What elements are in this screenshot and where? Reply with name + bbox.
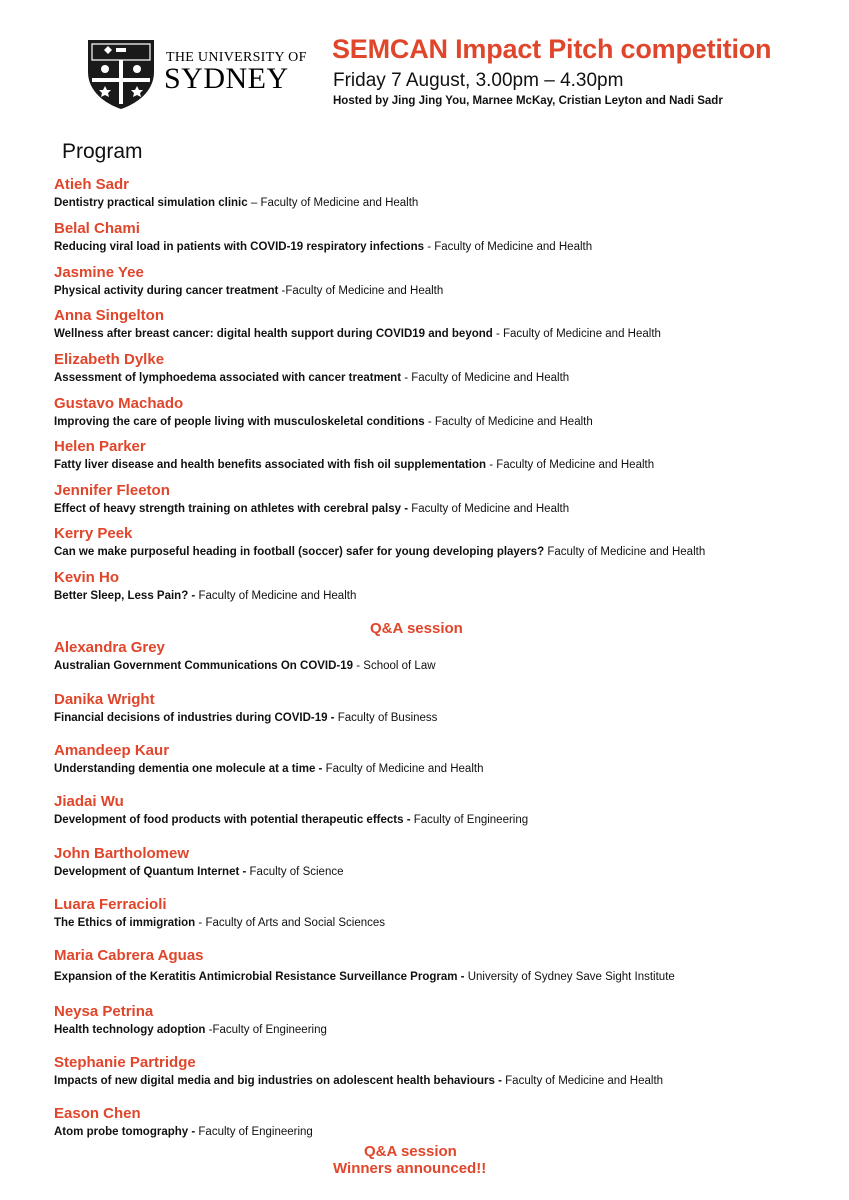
event-hosts: Hosted by Jing Jing You, Marnee McKay, Cristian Leyton and Nadi Sadr (333, 95, 723, 107)
pitch-topic: Impacts of new digital media and big industries on adolescent health behaviours - (54, 1075, 502, 1087)
logo-text-line2: SYDNEY (164, 62, 289, 95)
program-entry (54, 525, 834, 558)
entry-detail (54, 917, 834, 929)
faculty: - Faculty of Arts and Social Sciences (195, 917, 386, 929)
presenter-name: Anna Singelton (54, 307, 164, 324)
presenter-name: Elizabeth Dylke (54, 351, 165, 368)
faculty: - Faculty of Medicine and Health (424, 241, 593, 253)
presenter-name: Atieh Sadr (54, 176, 130, 193)
program-entry (54, 438, 834, 471)
pitch-topic: Physical activity during cancer treatment (54, 285, 279, 297)
faculty: -Faculty of Medicine and Health (278, 285, 444, 297)
faculty: - Faculty of Medicine and Health (424, 416, 593, 428)
faculty: - Faculty of Medicine and Health (492, 328, 661, 340)
program-entry (54, 742, 834, 775)
pitch-topic: Better Sleep, Less Pain? - (54, 590, 196, 602)
entry-detail (54, 416, 834, 428)
faculty: Faculty of Medicine and Health (322, 763, 484, 775)
pitch-topic: Understanding dementia one molecule at a time - (54, 763, 323, 775)
pitch-topic: Effect of heavy strength training on athletes with cerebral palsy - (54, 503, 409, 515)
entry-detail (54, 866, 834, 878)
program-entry (54, 793, 834, 826)
pitch-topic: Development of Quantum Internet - (54, 866, 247, 878)
university-logo (86, 38, 307, 110)
program-heading: Program (62, 140, 143, 163)
faculty: Faculty of Engineering (410, 814, 529, 826)
program-entry (54, 482, 834, 515)
qa-session-label: Q&A session (370, 620, 463, 637)
program-entry (54, 1105, 834, 1138)
page-title: SEMCAN Impact Pitch competition (332, 34, 772, 64)
presenter-name: Kevin Ho (54, 569, 120, 586)
program-entry (54, 1054, 834, 1087)
pitch-topic: Health technology adoption (54, 1024, 206, 1036)
pitch-topic: Australian Government Communications On COVID-19 (54, 660, 354, 672)
entry-detail (54, 459, 834, 471)
program-entry (54, 176, 834, 209)
winners-announcement: Winners announced!! (333, 1160, 487, 1177)
entry-detail (54, 712, 834, 724)
presenter-name: Alexandra Grey (54, 639, 165, 656)
entry-detail (54, 660, 834, 672)
entry-detail (54, 328, 834, 340)
entry-detail (54, 971, 834, 983)
event-date: Friday 7 August, 3.00pm – 4.30pm (333, 70, 624, 91)
program-entry (54, 569, 834, 602)
program-entry (54, 947, 834, 983)
pitch-topic: Assessment of lymphoedema associated with cancer treatment (54, 372, 402, 384)
faculty: - School of Law (353, 660, 436, 672)
faculty: Faculty of Business (334, 712, 438, 724)
pitch-topic: Dentistry practical simulation clinic (54, 197, 248, 209)
program-entry (54, 639, 834, 672)
pitch-topic: Development of food products with potential therapeutic effects - (54, 814, 411, 826)
program-entry (54, 307, 834, 340)
faculty: Faculty of Medicine and Health (195, 590, 357, 602)
entry-detail (54, 1126, 834, 1138)
presenter-name: Neysa Petrina (54, 1003, 154, 1020)
presenter-name: Kerry Peek (54, 525, 133, 542)
entry-detail (54, 503, 834, 515)
presenter-name: Luara Ferracioli (54, 896, 167, 913)
faculty: -Faculty of Engineering (205, 1024, 327, 1036)
presenter-name: Belal Chami (54, 220, 140, 237)
presenter-name: Maria Cabrera Aguas (54, 947, 204, 964)
presenter-name: Gustavo Machado (54, 395, 184, 412)
entry-detail (54, 372, 834, 384)
pitch-topic: Fatty liver disease and health benefits associated with fish oil supplementation (54, 459, 486, 471)
pitch-topic: Expansion of the Keratitis Antimicrobial Resistance Surveillance Program - (54, 971, 465, 983)
entry-detail (54, 1024, 834, 1036)
program-entry (54, 896, 834, 929)
presenter-name: Helen Parker (54, 438, 146, 455)
pitch-topic: The Ethics of immigration (54, 917, 196, 929)
pitch-topic: Can we make purposeful heading in football (soccer) safer for young developing players? (54, 546, 545, 558)
program-entry (54, 395, 834, 428)
logo-text-line1: THE UNIVERSITY OF (166, 50, 307, 65)
university-crest-icon (86, 38, 156, 110)
faculty: Faculty of Medicine and Health (544, 546, 706, 558)
entry-detail (54, 285, 834, 297)
entry-detail (54, 1075, 834, 1087)
program-entry (54, 264, 834, 297)
faculty: Faculty of Medicine and Health (501, 1075, 664, 1087)
presenter-name: Danika Wright (54, 691, 155, 708)
entry-detail (54, 590, 834, 602)
entry-detail (54, 546, 834, 558)
entry-detail (54, 814, 834, 826)
pitch-topic: Atom probe tomography - (54, 1126, 196, 1138)
program-entry (54, 1003, 834, 1036)
program-entry (54, 351, 834, 384)
pitch-topic: Improving the care of people living with musculoskeletal conditions (54, 416, 425, 428)
faculty: Faculty of Engineering (195, 1126, 313, 1138)
faculty: Faculty of Science (246, 866, 344, 878)
entry-detail (54, 241, 834, 253)
pitch-topic: Financial decisions of industries during COVID-19 - (54, 712, 335, 724)
presenter-name: Jiadai Wu (54, 793, 124, 810)
program-entry (54, 220, 834, 253)
presenter-name: Jasmine Yee (54, 264, 144, 281)
presenter-name: Eason Chen (54, 1105, 141, 1122)
program-entry (54, 845, 834, 878)
faculty: University of Sydney Save Sight Institute (464, 971, 675, 983)
qa-session-label: Q&A session (364, 1143, 457, 1160)
presenter-name: Amandeep Kaur (54, 742, 170, 759)
pitch-topic: Reducing viral load in patients with COVID-19 respiratory infections (54, 241, 424, 253)
program-entry (54, 691, 834, 724)
presenter-name: John Bartholomew (54, 845, 190, 862)
entry-detail (54, 197, 834, 209)
faculty: - Faculty of Medicine and Health (486, 459, 655, 471)
entry-detail (54, 763, 834, 775)
faculty: – Faculty of Medicine and Health (247, 197, 419, 209)
faculty: - Faculty of Medicine and Health (401, 372, 570, 384)
faculty: Faculty of Medicine and Health (408, 503, 570, 515)
presenter-name: Jennifer Fleeton (54, 482, 170, 499)
pitch-topic: Wellness after breast cancer: digital health support during COVID19 and beyond (54, 328, 493, 340)
presenter-name: Stephanie Partridge (54, 1054, 196, 1071)
